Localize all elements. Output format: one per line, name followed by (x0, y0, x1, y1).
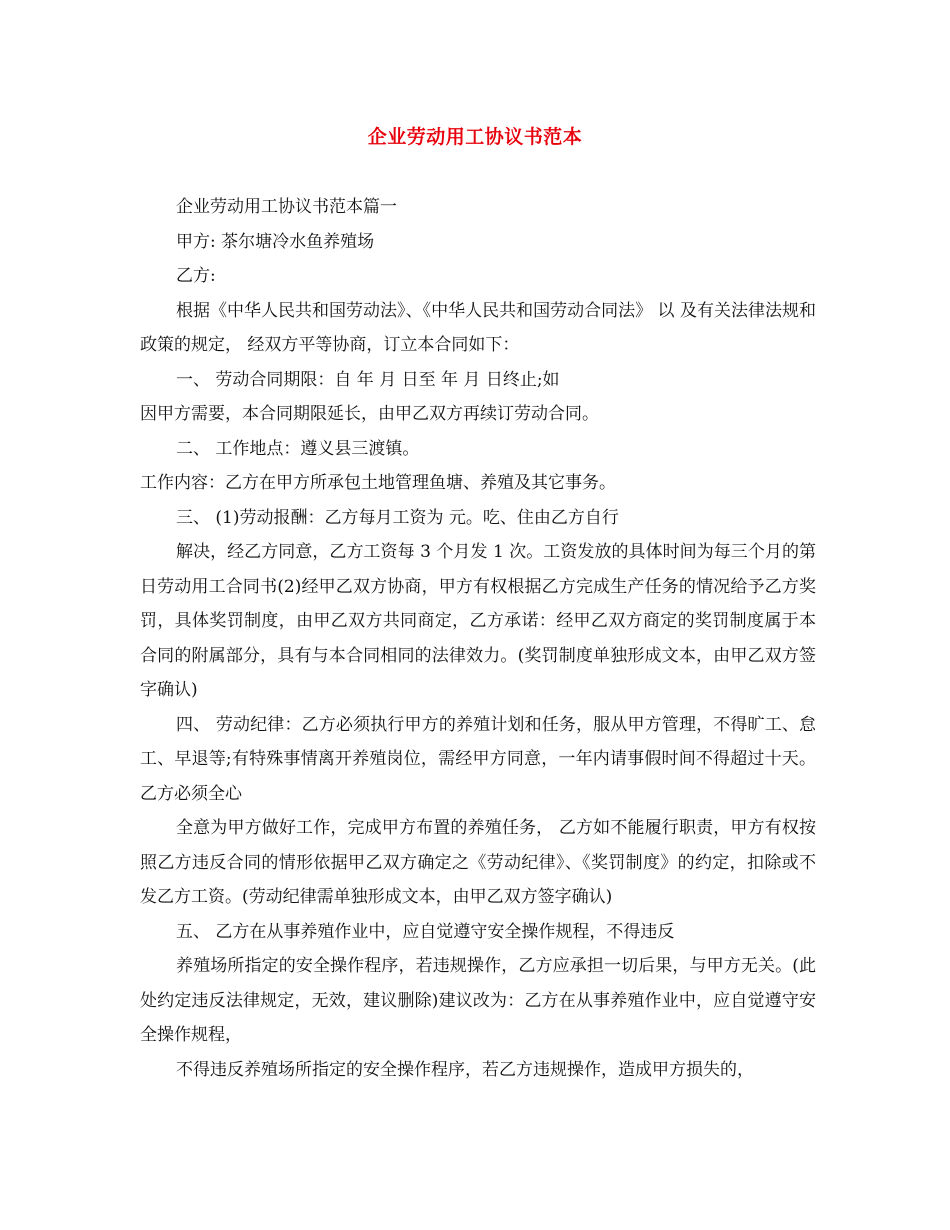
paragraph: 企业劳动用工协议书范本篇一 (176, 197, 397, 217)
paragraph: 三、 (1)劳动报酬：乙方每月工资为 元。吃、住由乙方自行 (176, 507, 619, 528)
paragraph: 因甲方需要，本合同期限延长，由甲乙双方再续订劳动合同。 (140, 404, 599, 424)
paragraph: 解决，经乙方同意，乙方工资每 3 个月发 1 次。工资发放的具体时间为每三个月的第 日劳动用工合同书(2)经甲乙双方协商，甲方有权根据乙方完成生产任务的情况给予乙方奖罚，具体奖罚制度，由甲乙双方共同商定，乙方承诺：经甲乙双方商定的奖罚制度属于本合同的附属部分，具有与本合同相同的法律效力。(奖罚制度单独形成文本，由甲乙双方签字确认) (140, 542, 816, 700)
paragraph: 全意为甲方做好工作，完成甲方布置的养殖任务， 乙方如不能履行职责，甲方有权按照乙方违反合同的情形依据甲乙双方确定之《劳动纪律》、《奖罚制度》的约定，扣除或不发乙方工资。(劳动纪律需单独形成文本，由甲乙双方签字确认) (140, 818, 816, 907)
paragraph: 五、 乙方在从事养殖作业中，应自觉遵守安全操作规程，不得违反 (176, 921, 675, 942)
paragraph: 不得违反养殖场所指定的安全操作程序，若乙方违规操作，造成甲方损失的， (176, 1059, 754, 1080)
paragraph: 养殖场所指定的安全操作程序，若违规操作，乙方应承担一切后果，与甲方无关。(此处约定违反法律规定，无效，建议删除)建议改为：乙方在从事养殖作业中，应自觉遵守安全操作规程， (140, 956, 816, 1045)
paragraph: 四、 劳动纪律：乙方必须执行甲方的养殖计划和任务，服从甲方管理，不得旷工、怠工、早退等;有特殊事情离开养殖岗位，需经甲方同意，一年内请事假时间不得超过十天。乙方必须全心 (140, 714, 816, 804)
paragraph: 二、 工作地点：遵义县三渡镇。 (176, 438, 420, 459)
paragraph: 工作内容：乙方在甲方所承包土地管理鱼塘、养殖及其它事务。 (140, 473, 616, 493)
paragraph: 根据《中华人民共和国劳动法》、《中华人民共和国劳动合同法》 以 及有关法律法规和政策的规定， 经双方平等协商，订立本合同如下： (140, 300, 816, 355)
document-body (140, 190, 816, 1087)
document-title: 企业劳动用工协议书范本 (367, 126, 583, 148)
paragraph: 甲方: 茶尔塘冷水鱼养殖场 (176, 231, 375, 252)
paragraph: 乙方: (176, 266, 216, 286)
paragraph: 一、 劳动合同期限：自 年 月 日至 年 月 日终止;如 (176, 369, 560, 390)
